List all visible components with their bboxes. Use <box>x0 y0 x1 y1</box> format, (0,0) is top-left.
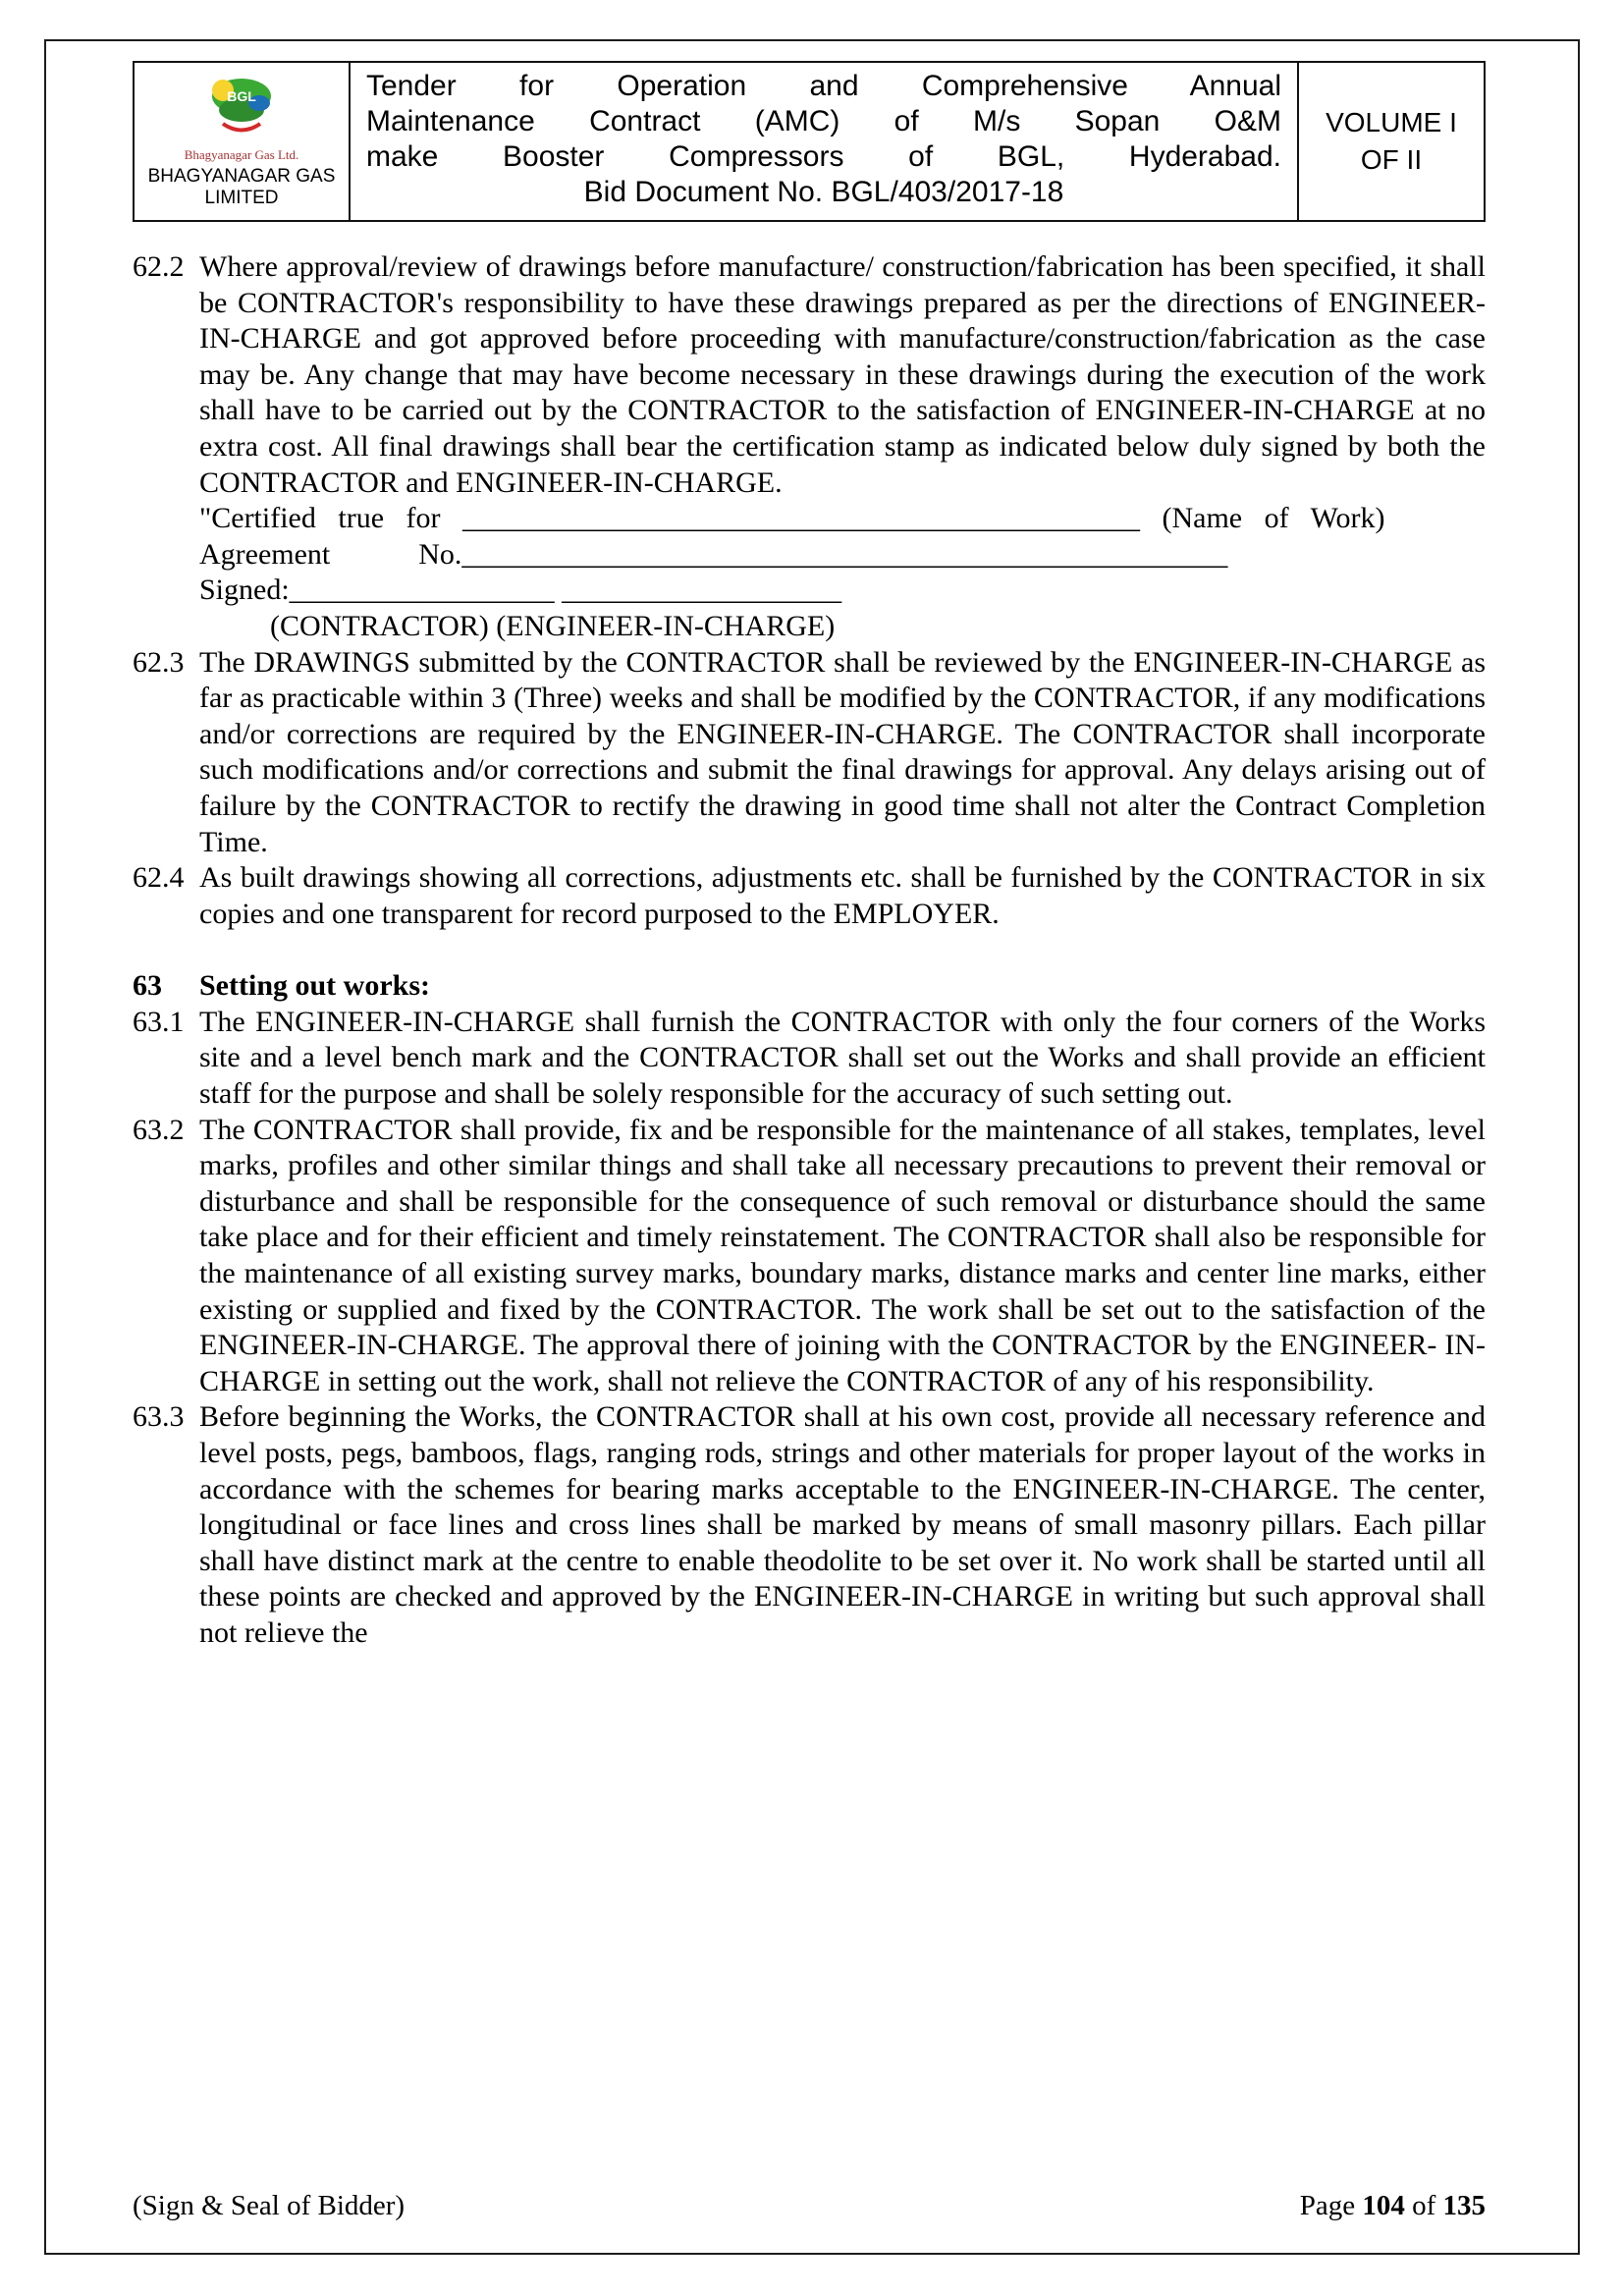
page-content <box>133 61 1486 1652</box>
certification-line-2: Agreement No.____________________________________________________ <box>199 537 1228 571</box>
section-heading-text: Setting out works: <box>199 969 431 1003</box>
logo-acronym: BGL <box>227 88 256 105</box>
clause-number: 63.3 <box>133 1400 185 1434</box>
tender-title-line-3: make Booster Compressors of BGL, Hyderabad. <box>366 140 1281 173</box>
tender-title-line-2: Maintenance Contract (AMC) of M/s Sopan O&M <box>366 105 1281 137</box>
header-table <box>133 61 1486 222</box>
clause-62-3 <box>133 645 1486 861</box>
of-word: of <box>1412 2190 1436 2221</box>
sign-seal-label: (Sign & Seal of Bidder) <box>133 2190 406 2221</box>
logo-cell <box>134 62 350 221</box>
volume-line-1: VOLUME I <box>1326 107 1457 138</box>
clause-text: The CONTRACTOR shall provide, fix and be responsible for the maintenance of all stakes, templates, level marks, profiles and other similar things and shall take all necessary precautions to prevent their removal or disturbance and shall be responsible for the consequence of such removal or disturbance should the same take place and for their efficient and timely reinstatement. The CONTRACTOR shall also be responsible for the maintenance of all existing survey marks, boundary marks, distance marks and center line marks, either existing or supplied and fixed by the CONTRACTOR. The work shall be set out to the satisfaction of the ENGINEER-IN-CHARGE. The approval there of joining with the CONTRACTOR by the ENGINEER- IN-CHARGE in setting out the work, shall not relieve the CONTRACTOR of any of his responsibility. <box>199 1113 1486 1397</box>
volume-cell <box>1298 62 1485 221</box>
certification-line-1: "Certified true for ______________________________________________ (Name of Work) <box>199 502 1385 535</box>
total-pages: 135 <box>1442 2190 1486 2221</box>
clause-number: 63.2 <box>133 1113 185 1146</box>
clause-text: The ENGINEER-IN-CHARGE shall furnish the CONTRACTOR with only the four corners of the Works site and a level bench mark and the CONTRACTOR shall set out the Works and shall provide an efficient staff for the purpose and shall be solely responsible for the accuracy of such setting out. <box>199 1005 1486 1111</box>
clause-text: Where approval/review of drawings before manufacture/ construction/fabrication has been specified, it shall be CONTRACTOR's responsibility to have these drawings prepared as per the directions of ENGINEER-IN-CHARGE and got approved before proceeding with manufacture/construction/fabrication as the case may be. Any change that may have become necessary in these drawings during the execution of the work shall have to be carried out by the CONTRACTOR to the satisfaction of ENGINEER-IN-CHARGE at no extra cost. All final drawings shall bear the certification stamp as indicated below duly signed by both the CONTRACTOR and ENGINEER-IN-CHARGE. <box>199 250 1486 499</box>
clause-text: Before beginning the Works, the CONTRACTOR shall at his own cost, provide all necessary reference and level posts, pegs, bamboos, flags, ranging rods, strings and other materials for proper layout of the works in accordance with the schemes for bearing marks acceptable to the ENGINEER-IN-CHARGE. The center, longitudinal or face lines and cross lines shall be marked by means of small masonry pillars. Each pillar shall have distinct mark at the centre to enable theodolite to be set over it. No work shall be started until all these points are checked and approved by the ENGINEER-IN-CHARGE in writing but such approval shall not relieve the <box>199 1400 1486 1649</box>
clause-63-2 <box>133 1113 1486 1400</box>
clause-text: As built drawings showing all corrections, adjustments etc. shall be furnished by the CONTRACTOR in six copies and one transparent for record purposed to the EMPLOYER. <box>199 861 1486 930</box>
clause-text: The DRAWINGS submitted by the CONTRACTOR shall be reviewed by the ENGINEER-IN-CHARGE as far as practicable within 3 (Three) weeks and shall be modified by the CONTRACTOR, if any modifications and/or corrections are required by the ENGINEER-IN-CHARGE. The CONTRACTOR shall incorporate such modifications and/or corrections and submit the final drawings for approval. Any delays arising out of failure by the CONTRACTOR to rectify the drawing in good time shall not alter the Contract Completion Time. <box>199 645 1486 858</box>
clause-number: 63 <box>133 969 162 1003</box>
tender-title-line-1: Tender for Operation and Comprehensive Annual <box>366 70 1281 102</box>
company-name: BHAGYANAGAR GAS LIMITED <box>147 165 336 209</box>
clause-62-4 <box>133 860 1486 932</box>
clause-number: 63.1 <box>133 1005 185 1038</box>
document-body <box>133 249 1486 1652</box>
page-word: Page <box>1299 2190 1356 2221</box>
clause-number: 62.4 <box>133 861 185 895</box>
certification-line-3: Signed:__________________ ___________________ <box>199 574 842 607</box>
tender-title-cell <box>350 62 1298 221</box>
clause-number: 62.2 <box>133 250 185 283</box>
bgl-logo <box>194 71 289 143</box>
clause-63-3 <box>133 1399 1486 1651</box>
page-number: 104 <box>1362 2190 1405 2221</box>
clause-62-2 <box>133 249 1486 645</box>
section-heading-63 <box>133 968 1486 1005</box>
contractor-engineer-line: (CONTRACTOR) (ENGINEER-IN-CHARGE) <box>270 609 836 642</box>
clause-63-1 <box>133 1005 1486 1113</box>
page-footer <box>133 2190 1486 2222</box>
clause-number: 62.3 <box>133 645 185 679</box>
logo-subtitle: Bhagyanagar Gas Ltd. <box>184 147 299 163</box>
bid-document-number: Bid Document No. BGL/403/2017-18 <box>583 176 1064 208</box>
volume-line-2: OF II <box>1360 144 1423 175</box>
page-indicator <box>1300 2190 1486 2222</box>
